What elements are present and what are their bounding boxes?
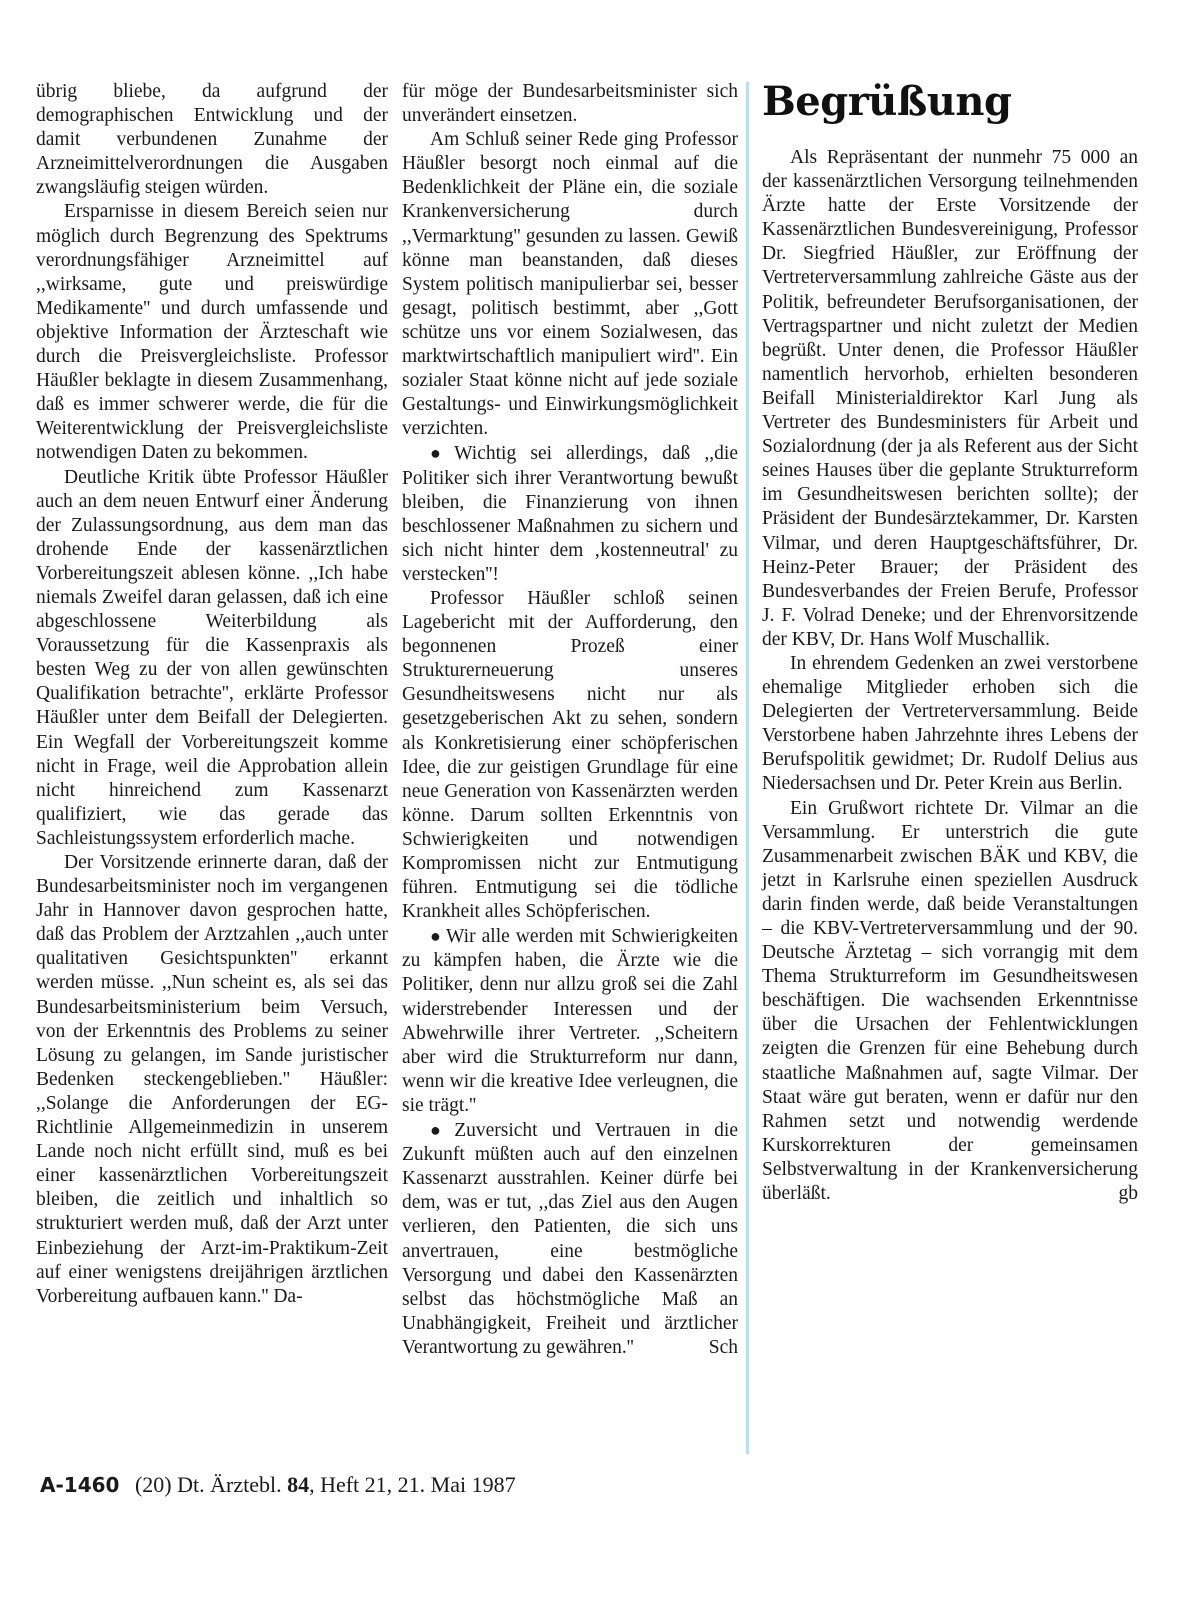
paragraph: Ersparnisse in diesem Bereich seien nur möglich durch Begrenzung des Spektrums verordnungsfähiger Arzneimittel auf ,,wirksame, gute und preiswürdige Medikamente'' und durch umfassende und objektive Information der Ärzteschaft wie durch die Preisvergleichsliste. Professor Häußler beklagte in diesem Zusammenhang, daß es immer schwerer werde, die für die Weiterentwicklung der Preisvergleichsliste notwendigen Daten zu bekommen. — [36, 201, 388, 464]
bullet-paragraph — [402, 924, 738, 1118]
paragraph: für möge der Bundesarbeitsminister sich unverändert einsetzen. — [402, 81, 738, 127]
section-heading: Begrüßung — [762, 78, 1012, 125]
paragraph-text: Wir alle werden mit Schwierigkeiten zu kämpfen haben, die Ärzte wie die Politiker, denn nur allzu groß sei die Zahl widerstrebender Interessen und der Abwehrwille ihrer Vertreter. ,,Scheitern aber wird die Strukturreform nur dann, wenn wir die kreative Idee verleugnen, die sie trägt.'' — [402, 926, 738, 1116]
bullet-paragraph — [402, 1118, 738, 1360]
bullet-icon: ● — [430, 443, 451, 464]
bullet-icon: ● — [430, 1120, 451, 1141]
article-column-1 — [36, 80, 388, 1309]
author-signature: Sch — [708, 1336, 738, 1358]
volume-number: 84 — [287, 1472, 310, 1497]
page-number: A-1460 — [40, 1473, 120, 1497]
paragraph: Professor Häußler schloß seinen Lagebericht mit der Aufforderung, den begonnenen Prozeß einer Strukturerneuerung unseres Gesundheitswesens nicht nur als gesetzgeberischen Akt zu sehen, sondern als Konkretisierung einer schöpferischen Idee, die zur geistigen Grundlage für eine neue Generation von Kassenärzten werden könne. Darum sollten Erkenntnis von Schwierigkeiten und notwendigen Kompromissen nicht zur Entmutigung führen. Entmutigung sei die tödliche Krankheit alles Schöpferischen. — [402, 587, 738, 923]
paragraph-text: Zuversicht und Vertrauen in die Zukunft müßten auch auf den einzelnen Kassenarzt ausstrahlen. Keiner dürfe bei dem, was er tut, ,,das Ziel aus den Augen verlieren, den Patienten, die sich uns anvertrauen, eine bestmögliche Versorgung und dabei den Kassenärzten selbst das höchstmögliche Maß an Unabhängigkeit, Freiheit und ärztlicher Verantwortung zu gewähren.'' — [402, 1120, 738, 1358]
bullet-paragraph — [402, 441, 738, 587]
issue-date: , Heft 21, 21. Mai 1987 — [309, 1472, 516, 1497]
bullet-icon: ● — [430, 926, 443, 947]
column-divider — [746, 82, 749, 1454]
paragraph-text: Ein Grußwort richtete Dr. Vilmar an die Versammlung. Er unterstrich die gute Zusammenarbeit zwischen BÄK und KBV, die jetzt in Karlsruhe einen speziellen Ausdruck darin finden werde, daß beide Veranstaltungen – die KBV-Vertreterversammlung und der 90. Deutsche Ärztetag – sich vorrangig mit dem Thema Strukturreform im Gesundheitswesen beschäftigen. Die wachsenden Erkenntnisse über die Ursachen der Fehlentwicklungen zeigten die Grenzen für eine Behebung durch staatliche Maßnahmen auf, sagte Vilmar. Der Staat wäre gut beraten, wenn er dafür nur den Rahmen setzt und notwendig werdende Kurskorrekturen der gemeinsamen Selbstverwaltung in der Krankenversicherung überläßt. — [762, 797, 1138, 1205]
paragraph: Der Vorsitzende erinnerte daran, daß der Bundesarbeitsminister noch im vergangenen Jahr in Hannover davon gesprochen hatte, daß das Problem der Arztzahlen ,,auch unter qualitativen Gesichtspunkten'' erkannt werden müsse. ,,Nun scheint es, als sei das Bundesarbeitsministerium beim Versuch, von der Erkenntnis des Problems zu seiner Lösung zu gelangen, im Sande juristischer Bedenken steckengeblieben.'' Häußler: ,,Solange die Anforderungen der EG-Richtlinie Allgemeinmedizin in unserem Lande noch nicht erfüllt sind, muß es bei einer kassenärztlichen Vorbereitungszeit bleiben, die zeitlich und inhaltlich so strukturiert werden muß, daß der Arzt unter Einbeziehung der Arzt-im-Praktikum-Zeit auf einer wenigstens dreijährigen ärztlichen Vorbereitung aufbauen kann.'' Da- — [36, 852, 388, 1307]
paragraph — [762, 797, 1138, 1207]
paragraph: In ehrendem Gedenken an zwei verstorbene ehemalige Mitglieder erhoben sich die Delegierten der Vertreterversammlung. Beide Verstorbene haben Jahrzehnte ihres Lebens der Berufspolitik gewidmet; Dr. Rudolf Delius aus Niedersachsen und Dr. Peter Krein aus Berlin. — [762, 652, 1138, 795]
paragraph: Deutliche Kritik übte Professor Häußler auch an dem neuen Entwurf einer Änderung der Zulassungsordnung, aus dem man das drohende Ende der kassenärztlichen Vorbereitungszeit ablesen könne. ,,Ich habe niemals Zweifel daran gelassen, daß ich eine abgeschlossene Weiterbildung als Voraussetzung für die Kassenpraxis als besten Weg zu der von allen gewünschten Qualifikation betrachte'', erklärte Professor Häußler unter dem Beifall der Delegierten. Ein Wegfall der Vorbereitungszeit komme nicht in Frage, weil die Approbation allein nicht hinreichend zum Kassenarzt qualifiziert, wie das gerade das Sachleistungssystem erforderlich mache. — [36, 466, 388, 849]
paragraph: Am Schluß seiner Rede ging Professor Häußler besorgt noch einmal auf die Bedenklichkeit der Pläne ein, die soziale Krankenversicherung durch ,,Vermarktung'' gesunden zu lassen. Gewiß könne man beanstanden, daß dieses System politisch manipulierbar sei, besser gesagt, politisch bestimmt, aber ,,Gott schütze uns vor einem Sozialwesen, das marktwirtschaftlich manipuliert wird''. Ein sozialer Staat könne nicht auf jede soziale Gestaltungs- und Einwirkungsmöglichkeit verzichten. — [402, 129, 738, 440]
paragraph: Als Repräsentant der nunmehr 75 000 an der kassenärztlichen Versorgung teilnehmenden Ärzte hatte der Erste Vorsitzende der Kassenärztlichen Bundesvereinigung, Professor Dr. Siegfried Häußler, zur Eröffnung der Vertreterversammlung zahlreiche Gäste aus der Politik, befreundeter Berufsorganisationen, der Vertragspartner und nicht zuletzt der Medien begrüßt. Unter denen, die Professor Häußler namentlich hervorhob, erhielten besonderen Beifall Ministerialdirektor Karl Jung als Vertreter des Bundesministers für Arbeit und Sozialordnung (der ja als Referent aus der Sicht seines Hauses über die geplante Strukturreform im Gesundheitswesen berichten sollte); der Präsident der Bundesärztekammer, Dr. Karsten Vilmar, und deren Hauptgeschäftsführer, Dr. Heinz-Peter Brauer; der Präsident des Bundesverbandes der Freien Berufe, Professor J. F. Volrad Deneke; und der Ehrenvorsitzende der KBV, Dr. Hans Wolf Muschallik. — [762, 147, 1138, 650]
article-column-3 — [762, 76, 1138, 1206]
author-signature: gb — [1118, 1183, 1138, 1205]
page-footer — [40, 1472, 516, 1498]
paragraph-text: Wichtig sei allerdings, daß ,,die Politiker sich ihrer Verantwortung bewußt bleiben, die Finanzierung von ihnen beschlossener Maßnahmen zu sichern und sich nicht hinter dem ‚kostenneutral' zu verstecken''! — [402, 443, 739, 585]
paragraph: übrig bliebe, da aufgrund der demographischen Entwicklung und der damit verbundenen Zunahme der Arzneimittelverordnungen die Ausgaben zwangsläufig steigen würden. — [36, 81, 388, 199]
journal-name: (20) Dt. Ärztebl. — [134, 1472, 282, 1497]
article-column-2 — [402, 80, 738, 1360]
